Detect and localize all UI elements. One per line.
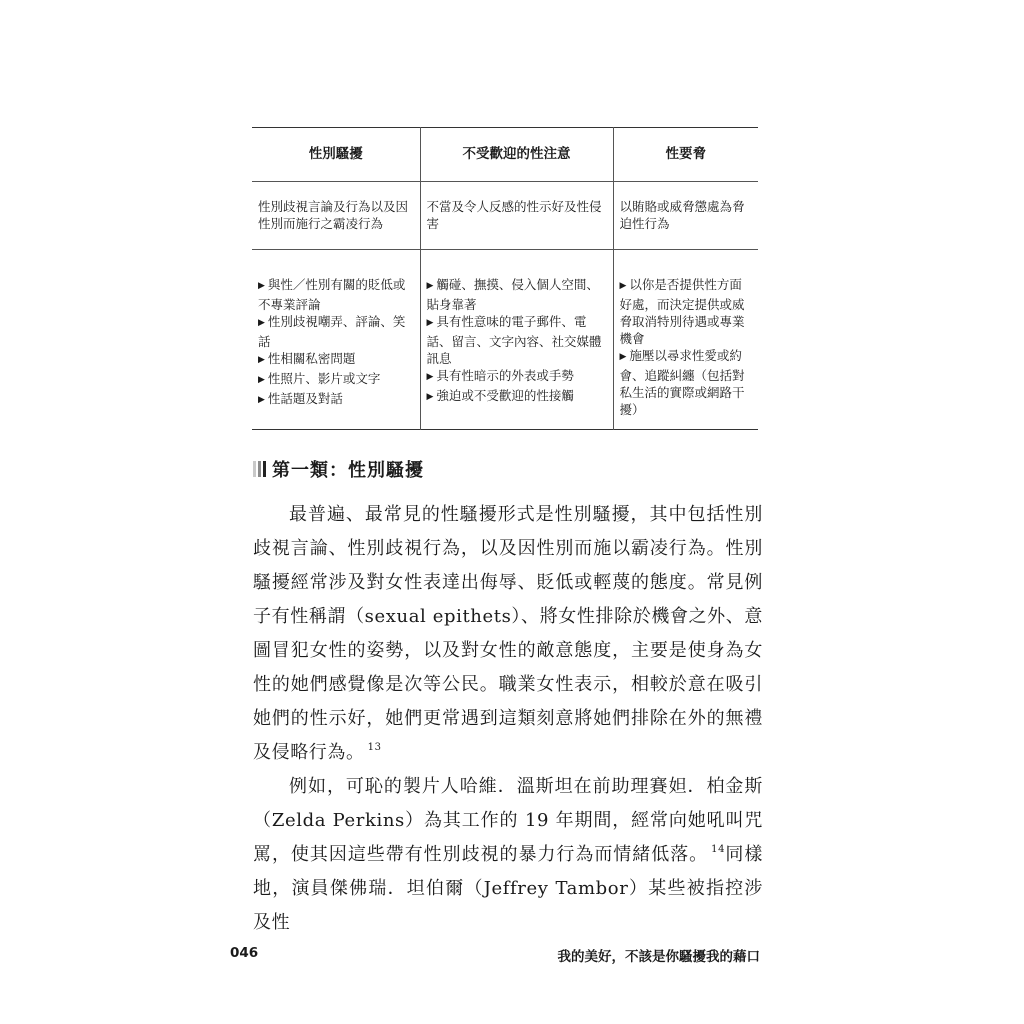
examples-list xyxy=(258,276,416,410)
bullet-triangle-icon: ▶ xyxy=(426,392,434,402)
bullet-triangle-icon: ▶ xyxy=(258,281,265,291)
bullet-triangle-icon: ▶ xyxy=(258,318,265,328)
bullet-triangle-icon: ▶ xyxy=(426,281,434,291)
paragraph: 例如，可恥的製片人哈維．溫斯坦在前助理賽妲．柏金斯（Zelda Perkins）為其工作的 19 年期間，經常向她吼叫咒罵，使其因這些帶有性別歧視的暴力行為而情緒低落。 $^{14}$同樣地，演員傑佛瑞．坦伯爾（Jeffrey Tambor）某些被指控涉及性 xyxy=(253,776,763,933)
table-header-row xyxy=(252,128,758,182)
page-footer xyxy=(230,945,760,965)
footnote-marker: 13 xyxy=(367,742,382,753)
list-item: ▶ 性相關私密問題 xyxy=(258,350,416,370)
header-sexual-coercion: 性要脅 xyxy=(613,128,758,182)
section-title-text: 第一類：性別騷擾 xyxy=(272,460,424,481)
list-item: ▶ 具有性意味的電子郵件、電話、留言、文字內容、社交媒體訊息 xyxy=(426,314,602,366)
list-item: ▶ 性別歧視嘲弄、評論、笑話 xyxy=(258,314,406,349)
bullet-triangle-icon: ▶ xyxy=(619,352,627,362)
definition-cell: 不當及令人反感的性示好及性侵害 xyxy=(420,182,613,250)
bullet-triangle-icon: ▶ xyxy=(426,318,434,328)
header-unwanted-attention: 不受歡迎的性注意 xyxy=(420,128,613,182)
list-item: ▶ 施壓以尋求性愛或約會、追蹤糾纏（包括對私生活的實際或網路干擾） xyxy=(619,348,745,417)
definition-cell: 以賄賂或威脅懲處為脅迫性行為 xyxy=(613,182,758,250)
table-examples-row xyxy=(252,250,758,430)
list-item: ▶ 觸碰、撫摸、侵入個人空間、貼身靠著 xyxy=(426,277,599,312)
examples-cell xyxy=(252,250,420,430)
list-item: ▶ 以你是否提供性方面好處，而決定提供或威脅取消特別待遇或專業機會 xyxy=(619,277,745,346)
examples-cell xyxy=(613,250,758,430)
book-title: 我的美好，不該是你騷擾我的藉口 xyxy=(557,949,760,965)
bullet-triangle-icon: ▶ xyxy=(258,355,265,365)
list-item: ▶ 強迫或不受歡迎的性接觸 xyxy=(427,387,609,407)
section-heading xyxy=(253,456,424,482)
list-item: ▶ 性話題及對話 xyxy=(258,390,416,410)
examples-list xyxy=(620,276,755,418)
section-bars-icon xyxy=(253,461,266,477)
harassment-types-table xyxy=(252,127,758,430)
table-definition-row xyxy=(252,182,758,250)
bullet-triangle-icon: ▶ xyxy=(258,375,265,385)
page-number: 046 xyxy=(230,945,259,961)
list-item: ▶ 具有性暗示的外表或手勢 xyxy=(427,367,609,387)
list-item: ▶ 性照片、影片或文字 xyxy=(258,370,416,390)
footnote-marker: 14 xyxy=(711,844,726,855)
bullet-triangle-icon: ▶ xyxy=(619,281,627,291)
definition-cell: 性別歧視言論及行為以及因性別而施行之霸凌行為 xyxy=(252,182,420,250)
bullet-triangle-icon: ▶ xyxy=(426,372,434,382)
list-item: ▶ 與性／性別有關的貶低或不專業評論 xyxy=(258,277,406,312)
body-text xyxy=(253,498,763,940)
paragraph: 最普遍、最常見的性騷擾形式是性別騷擾，其中包括性別歧視言論、性別歧視行為，以及因性別而施以霸凌行為。性別騷擾經常涉及對女性表達出侮辱、貶低或輕蔑的態度。常見例子有性稱謂（sexual epithets）、將女性排除於機會之外、意圖冒犯女性的姿勢，以及對女性的敵意態度，主要是使身為女性的她們感覺像是次等公民。職業女性表示，相較於意在吸引她們的性示好，她們更常遇到這類刻意將她們排除在外的無禮及侵略行為。 $^{13}$ xyxy=(253,504,763,763)
examples-list xyxy=(427,276,609,407)
header-gender-harassment: 性別騷擾 xyxy=(252,128,420,182)
bullet-triangle-icon: ▶ xyxy=(258,395,265,405)
examples-cell xyxy=(420,250,613,430)
